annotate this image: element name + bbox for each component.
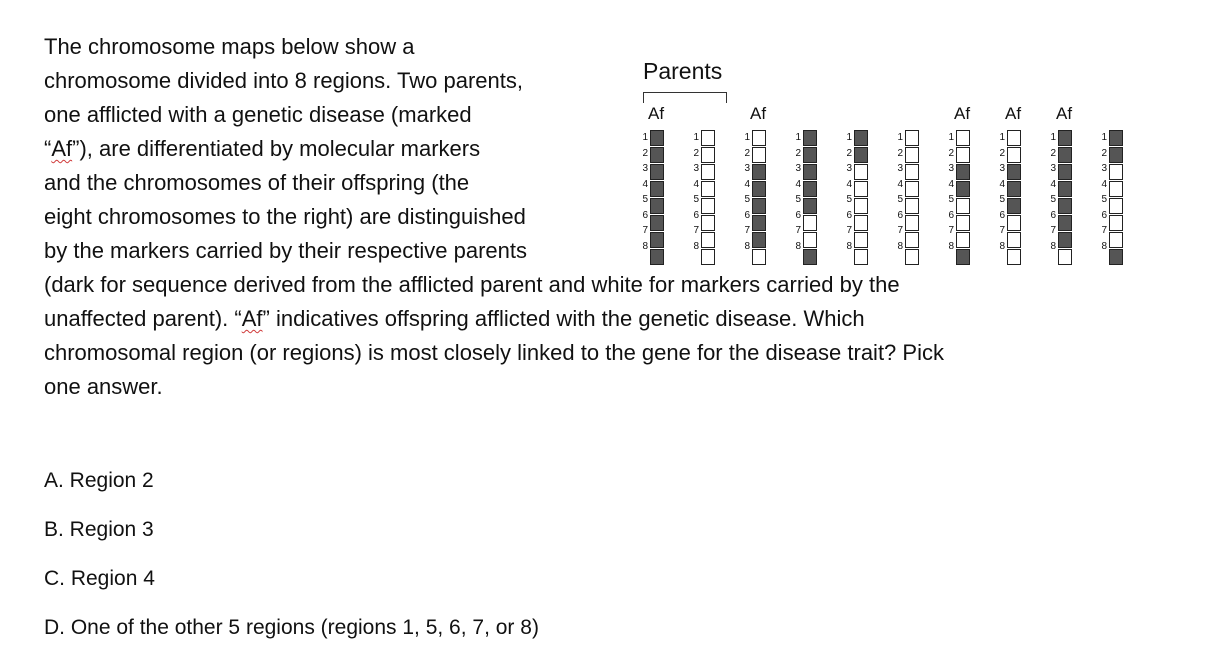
answer-option-a[interactable]: A. Region 2: [44, 469, 154, 492]
unaffected-marker-region: [905, 164, 919, 180]
unaffected-marker-region: [1109, 198, 1123, 214]
region-number: 8: [642, 240, 648, 252]
unaffected-marker-region: [701, 215, 715, 231]
af-label: Af: [1005, 104, 1022, 123]
unaffected-marker-region: [701, 164, 715, 180]
unaffected-marker-region: [854, 198, 868, 214]
afflicted-marker-region: [650, 181, 664, 197]
region-number: 7: [948, 225, 954, 236]
afflicted-marker-region: [650, 164, 664, 180]
question-text-fragment: ” indicatives offspring afflicted with the genetic disease. Which: [262, 306, 865, 331]
offspring-chromosome: [854, 130, 868, 266]
region-number: 3: [744, 163, 750, 174]
unaffected-marker-region: [854, 249, 868, 265]
afflicted-marker-region: [1109, 147, 1123, 163]
af-term: Af: [241, 306, 263, 331]
question-line: one afflicted with a genetic disease (marked: [44, 102, 472, 127]
region-number: 1: [795, 132, 801, 143]
region-number: 6: [642, 209, 648, 221]
afflicted-marker-region: [1058, 181, 1072, 197]
afflicted-marker-region: [854, 147, 868, 163]
question-line: by the markers carried by their respective parents: [44, 238, 527, 263]
unaffected-marker-region: [956, 130, 970, 146]
question-line: chromosome divided into 8 regions. Two parents,: [44, 68, 523, 93]
region-numbers: [944, 130, 954, 254]
region-number: 1: [948, 132, 954, 143]
unaffected-marker-region: [701, 232, 715, 248]
afflicted-marker-region: [1058, 215, 1072, 231]
region-number: 8: [744, 240, 750, 252]
region-number: 3: [1101, 163, 1107, 174]
afflicted-marker-region: [1109, 130, 1123, 146]
region-number: 6: [795, 209, 801, 221]
afflicted-marker-region: [803, 198, 817, 214]
region-number: 2: [1050, 147, 1056, 159]
region-number: 8: [1050, 240, 1056, 252]
af-label: Af: [648, 104, 665, 123]
region-number: 5: [999, 194, 1005, 205]
region-number: 3: [999, 163, 1005, 174]
answer-option-d[interactable]: D. One of the other 5 regions (regions 1, 5, 6, 7, or 8): [44, 616, 539, 639]
parent-chromosome: [650, 130, 664, 266]
afflicted-marker-region: [1058, 232, 1072, 248]
offspring-chromosome: [803, 130, 817, 266]
af-label: Af: [954, 104, 971, 123]
offspring-chromosome: [956, 130, 970, 266]
region-numbers: [1097, 130, 1107, 254]
region-numbers: [842, 130, 852, 254]
question-line: one answer.: [44, 374, 163, 399]
unaffected-marker-region: [854, 215, 868, 231]
region-number: 2: [999, 147, 1005, 159]
question-text-fragment: “: [44, 136, 52, 161]
unaffected-marker-region: [1007, 130, 1021, 146]
af-term: Af: [51, 136, 73, 161]
region-number: 4: [642, 178, 648, 190]
afflicted-marker-region: [956, 164, 970, 180]
region-numbers: [740, 130, 750, 254]
offspring-chromosome: [1109, 130, 1123, 266]
afflicted-marker-region: [803, 164, 817, 180]
region-number: 4: [897, 178, 903, 190]
unaffected-marker-region: [905, 181, 919, 197]
region-number: 4: [948, 178, 954, 190]
region-numbers: [893, 130, 903, 254]
question-line: (dark for sequence derived from the afflicted parent and white for markers carried by the: [44, 272, 900, 297]
offspring-chromosome: [1058, 130, 1072, 266]
region-number: 5: [948, 194, 954, 205]
region-number: 1: [642, 132, 648, 143]
region-number: 7: [999, 225, 1005, 236]
offspring-chromosome: [752, 130, 766, 266]
unaffected-marker-region: [1109, 164, 1123, 180]
region-number: 6: [1050, 209, 1056, 221]
region-numbers: [638, 130, 648, 254]
unaffected-marker-region: [1007, 249, 1021, 265]
region-number: 8: [897, 240, 903, 252]
afflicted-marker-region: [1007, 181, 1021, 197]
region-number: 1: [897, 132, 903, 143]
region-number: 3: [642, 163, 648, 174]
region-number: 6: [897, 209, 903, 221]
region-number: 5: [693, 194, 699, 205]
region-number: 4: [744, 178, 750, 190]
region-number: 4: [1101, 178, 1107, 190]
region-number: 6: [744, 209, 750, 221]
region-number: 5: [642, 194, 648, 205]
unaffected-marker-region: [701, 198, 715, 214]
answer-list: [44, 466, 539, 662]
region-number: 4: [795, 178, 801, 190]
unaffected-marker-region: [1007, 147, 1021, 163]
region-number: 4: [1050, 178, 1056, 190]
parents-bracket: [643, 92, 727, 103]
region-number: 2: [897, 147, 903, 159]
afflicted-marker-region: [650, 130, 664, 146]
region-number: 4: [693, 178, 699, 190]
region-number: 8: [795, 240, 801, 252]
unaffected-marker-region: [854, 232, 868, 248]
af-label: Af: [750, 104, 767, 123]
afflicted-marker-region: [650, 147, 664, 163]
question-line: The chromosome maps below show a: [44, 34, 415, 59]
afflicted-marker-region: [956, 249, 970, 265]
offspring-chromosome: [905, 130, 919, 266]
unaffected-marker-region: [905, 130, 919, 146]
region-number: 1: [999, 132, 1005, 143]
region-numbers: [689, 130, 699, 254]
question-line: and the chromosomes of their offspring (the: [44, 170, 470, 195]
unaffected-marker-region: [905, 215, 919, 231]
unaffected-marker-region: [701, 147, 715, 163]
region-number: 5: [1050, 194, 1056, 205]
afflicted-marker-region: [752, 181, 766, 197]
afflicted-marker-region: [803, 249, 817, 265]
region-number: 4: [846, 178, 852, 190]
afflicted-marker-region: [1058, 198, 1072, 214]
chromosome-map-figure: [620, 56, 1180, 266]
unaffected-marker-region: [803, 232, 817, 248]
unaffected-marker-region: [701, 130, 715, 146]
unaffected-marker-region: [905, 198, 919, 214]
unaffected-marker-region: [1109, 181, 1123, 197]
region-number: 5: [795, 194, 801, 205]
parent-chromosome: [701, 130, 715, 266]
region-number: 3: [846, 163, 852, 174]
afflicted-marker-region: [650, 198, 664, 214]
region-numbers: [791, 130, 801, 254]
region-number: 1: [744, 132, 750, 143]
answer-option-b[interactable]: B. Region 3: [44, 518, 154, 541]
unaffected-marker-region: [956, 198, 970, 214]
region-number: 7: [1101, 225, 1107, 236]
unaffected-marker-region: [1058, 249, 1072, 265]
region-number: 8: [999, 240, 1005, 252]
offspring-chromosome: [1007, 130, 1021, 266]
region-number: 7: [744, 225, 750, 236]
afflicted-marker-region: [752, 215, 766, 231]
afflicted-marker-region: [956, 181, 970, 197]
region-number: 2: [693, 147, 699, 159]
region-numbers: [1046, 130, 1056, 254]
unaffected-marker-region: [1007, 232, 1021, 248]
region-number: 7: [1050, 225, 1056, 236]
region-number: 1: [693, 132, 699, 143]
region-number: 2: [948, 147, 954, 159]
afflicted-marker-region: [803, 147, 817, 163]
afflicted-marker-region: [752, 164, 766, 180]
region-number: 7: [795, 225, 801, 236]
af-label: Af: [1056, 104, 1073, 123]
region-number: 6: [948, 209, 954, 221]
region-number: 8: [1101, 240, 1107, 252]
region-number: 3: [1050, 163, 1056, 174]
unaffected-marker-region: [905, 232, 919, 248]
afflicted-marker-region: [650, 215, 664, 231]
region-number: 2: [642, 147, 648, 159]
question-text-fragment: ”), are differentiated by molecular markers: [72, 136, 481, 161]
region-number: 7: [897, 225, 903, 236]
region-number: 5: [744, 194, 750, 205]
question-text-fragment: unaffected parent). “: [44, 306, 242, 331]
afflicted-marker-region: [1007, 198, 1021, 214]
region-number: 1: [846, 132, 852, 143]
unaffected-marker-region: [956, 232, 970, 248]
unaffected-marker-region: [803, 215, 817, 231]
afflicted-marker-region: [1058, 164, 1072, 180]
afflicted-marker-region: [1109, 249, 1123, 265]
question-line: eight chromosomes to the right) are distinguished: [44, 204, 526, 229]
parents-label: Parents: [643, 58, 723, 84]
unaffected-marker-region: [752, 249, 766, 265]
unaffected-marker-region: [905, 249, 919, 265]
region-number: 3: [897, 163, 903, 174]
region-number: 5: [897, 194, 903, 205]
unaffected-marker-region: [752, 147, 766, 163]
unaffected-marker-region: [1007, 215, 1021, 231]
unaffected-marker-region: [956, 147, 970, 163]
region-number: 1: [1050, 132, 1056, 143]
region-number: 3: [948, 163, 954, 174]
afflicted-marker-region: [854, 130, 868, 146]
afflicted-marker-region: [803, 181, 817, 197]
question-line: [44, 302, 1154, 336]
unaffected-marker-region: [701, 249, 715, 265]
unaffected-marker-region: [854, 181, 868, 197]
unaffected-marker-region: [854, 164, 868, 180]
region-number: 7: [846, 225, 852, 236]
region-number: 3: [693, 163, 699, 174]
unaffected-marker-region: [1109, 215, 1123, 231]
region-number: 7: [693, 225, 699, 236]
afflicted-marker-region: [752, 198, 766, 214]
afflicted-marker-region: [650, 249, 664, 265]
unaffected-marker-region: [905, 147, 919, 163]
region-number: 2: [846, 147, 852, 159]
afflicted-marker-region: [1007, 164, 1021, 180]
question-line: chromosomal region (or regions) is most closely linked to the gene for the disease trait? Pick: [44, 340, 944, 365]
region-number: 6: [999, 209, 1005, 221]
unaffected-marker-region: [701, 181, 715, 197]
region-number: 7: [642, 225, 648, 236]
unaffected-marker-region: [1109, 232, 1123, 248]
unaffected-marker-region: [956, 215, 970, 231]
region-number: 8: [693, 240, 699, 252]
region-numbers: [995, 130, 1005, 254]
region-number: 5: [1101, 194, 1107, 205]
afflicted-marker-region: [1058, 147, 1072, 163]
region-number: 6: [846, 209, 852, 221]
afflicted-marker-region: [650, 232, 664, 248]
afflicted-marker-region: [1058, 130, 1072, 146]
region-number: 8: [948, 240, 954, 252]
region-number: 8: [846, 240, 852, 252]
region-number: 2: [795, 147, 801, 159]
region-number: 2: [744, 147, 750, 159]
region-number: 5: [846, 194, 852, 205]
afflicted-marker-region: [803, 130, 817, 146]
answer-option-c[interactable]: C. Region 4: [44, 567, 155, 590]
region-number: 1: [1101, 132, 1107, 143]
afflicted-marker-region: [752, 232, 766, 248]
region-number: 3: [795, 163, 801, 174]
region-number: 2: [1101, 147, 1107, 159]
region-number: 6: [1101, 209, 1107, 221]
region-number: 6: [693, 209, 699, 221]
region-number: 4: [999, 178, 1005, 190]
unaffected-marker-region: [752, 130, 766, 146]
